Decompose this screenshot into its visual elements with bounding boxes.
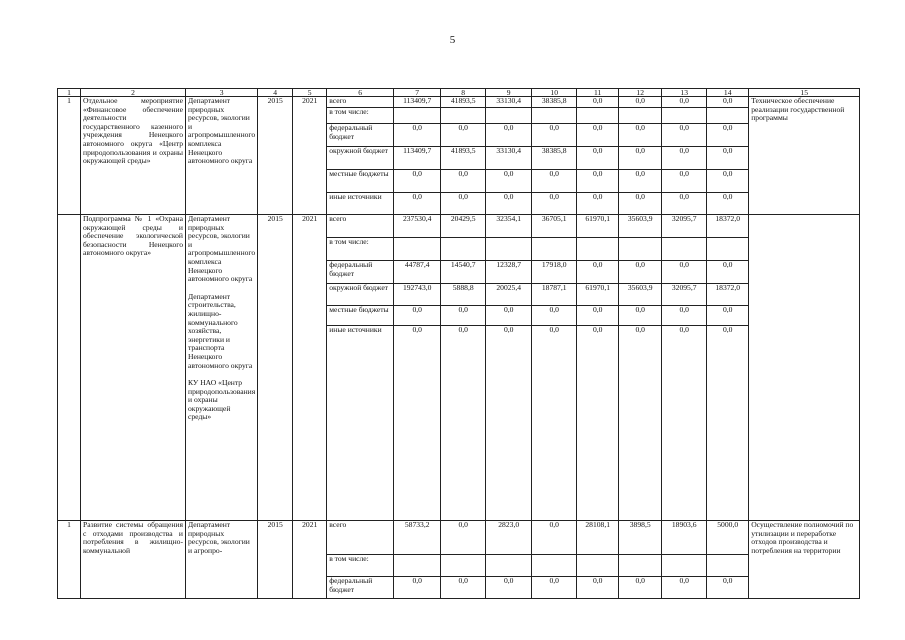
value-cell: 32095,7 bbox=[662, 215, 707, 238]
funding-source: местные бюджеты bbox=[327, 170, 394, 193]
value-cell: 0,0 bbox=[707, 306, 749, 326]
value-cell bbox=[486, 238, 532, 261]
value-cell bbox=[577, 555, 619, 577]
value-cell: 0,0 bbox=[394, 326, 441, 521]
item-name: Подпрограмма № 1 «Охрана окружающей среды и обеспечение экологической безопасности Ненецкого автономного округа» bbox=[81, 215, 186, 521]
value-cell: 14540,7 bbox=[441, 261, 486, 284]
item-number bbox=[58, 215, 81, 521]
value-cell: 0,0 bbox=[662, 124, 707, 147]
value-cell: 237530,4 bbox=[394, 215, 441, 238]
value-cell: 33130,4 bbox=[486, 147, 532, 170]
value-cell: 0,0 bbox=[619, 261, 662, 284]
value-cell: 18903,6 bbox=[662, 521, 707, 555]
value-cell: 38385,8 bbox=[532, 97, 577, 108]
value-cell: 0,0 bbox=[577, 193, 619, 215]
value-cell: 113409,7 bbox=[394, 97, 441, 108]
executor-name: Департамент природных ресурсов, экологии и агропро- bbox=[188, 520, 250, 555]
value-cell: 3898,5 bbox=[619, 521, 662, 555]
value-cell: 41893,5 bbox=[441, 97, 486, 108]
funding-source: всего bbox=[327, 215, 394, 238]
item-number: 1 bbox=[58, 97, 81, 215]
value-cell: 0,0 bbox=[441, 521, 486, 555]
column-header: 12 bbox=[619, 89, 662, 97]
column-header: 2 bbox=[81, 89, 186, 97]
responsible-executor bbox=[186, 521, 258, 599]
value-cell: 18787,1 bbox=[532, 284, 577, 306]
value-cell bbox=[577, 238, 619, 261]
funding-source: федеральный бюджет bbox=[327, 261, 394, 284]
value-cell: 0,0 bbox=[619, 577, 662, 599]
expected-result: Техническое обеспечение реализации государственной программы bbox=[749, 97, 860, 215]
value-cell: 0,0 bbox=[486, 170, 532, 193]
value-cell: 35603,9 bbox=[619, 284, 662, 306]
value-cell: 0,0 bbox=[662, 147, 707, 170]
value-cell: 0,0 bbox=[441, 306, 486, 326]
expected-result bbox=[749, 215, 860, 521]
value-cell: 0,0 bbox=[707, 170, 749, 193]
column-header: 10 bbox=[532, 89, 577, 97]
table-row bbox=[58, 97, 860, 108]
value-cell: 0,0 bbox=[486, 193, 532, 215]
value-cell bbox=[394, 555, 441, 577]
value-cell: 0,0 bbox=[577, 306, 619, 326]
value-cell: 0,0 bbox=[619, 326, 662, 521]
table-header-row bbox=[58, 89, 860, 97]
value-cell: 61970,1 bbox=[577, 215, 619, 238]
start-year: 2015 bbox=[258, 521, 293, 599]
value-cell: 0,0 bbox=[707, 261, 749, 284]
value-cell: 0,0 bbox=[662, 170, 707, 193]
funding-source: всего bbox=[327, 97, 394, 108]
value-cell: 0,0 bbox=[707, 193, 749, 215]
funding-source: в том числе: bbox=[327, 555, 394, 577]
value-cell: 0,0 bbox=[577, 577, 619, 599]
column-header: 14 bbox=[707, 89, 749, 97]
value-cell: 0,0 bbox=[532, 124, 577, 147]
value-cell: 0,0 bbox=[532, 193, 577, 215]
value-cell bbox=[486, 108, 532, 124]
value-cell: 0,0 bbox=[662, 193, 707, 215]
funding-source: всего bbox=[327, 521, 394, 555]
end-year: 2021 bbox=[293, 97, 327, 215]
value-cell bbox=[532, 555, 577, 577]
item-number: 1 bbox=[58, 521, 81, 599]
value-cell bbox=[532, 108, 577, 124]
funding-source: иные источники bbox=[327, 326, 394, 521]
funding-source: окружной бюджет bbox=[327, 284, 394, 306]
value-cell: 0,0 bbox=[619, 193, 662, 215]
page-number: 5 bbox=[449, 34, 456, 46]
value-cell: 18372,0 bbox=[707, 284, 749, 306]
value-cell: 0,0 bbox=[486, 124, 532, 147]
value-cell: 0,0 bbox=[662, 97, 707, 108]
column-header: 9 bbox=[486, 89, 532, 97]
value-cell: 0,0 bbox=[532, 306, 577, 326]
responsible-executor bbox=[186, 215, 258, 521]
value-cell: 0,0 bbox=[532, 170, 577, 193]
value-cell: 0,0 bbox=[662, 306, 707, 326]
value-cell: 61970,1 bbox=[577, 284, 619, 306]
value-cell bbox=[486, 555, 532, 577]
column-header: 11 bbox=[577, 89, 619, 97]
value-cell: 17918,0 bbox=[532, 261, 577, 284]
column-header: 1 bbox=[58, 89, 81, 97]
expected-result: Осуществление полномочий по утилизации и переработке отходов производства и потребления на территории bbox=[749, 521, 860, 599]
value-cell: 0,0 bbox=[707, 326, 749, 521]
table-row bbox=[58, 215, 860, 238]
value-cell: 0,0 bbox=[394, 170, 441, 193]
column-header: 8 bbox=[441, 89, 486, 97]
value-cell: 36705,1 bbox=[532, 215, 577, 238]
column-header: 3 bbox=[186, 89, 258, 97]
value-cell: 0,0 bbox=[486, 306, 532, 326]
start-year: 2015 bbox=[258, 215, 293, 521]
value-cell bbox=[662, 555, 707, 577]
value-cell bbox=[707, 555, 749, 577]
value-cell: 0,0 bbox=[577, 124, 619, 147]
column-header: 13 bbox=[662, 89, 707, 97]
value-cell: 0,0 bbox=[619, 147, 662, 170]
value-cell: 0,0 bbox=[577, 326, 619, 521]
value-cell: 5000,0 bbox=[707, 521, 749, 555]
column-header: 6 bbox=[327, 89, 394, 97]
value-cell: 0,0 bbox=[441, 124, 486, 147]
value-cell: 0,0 bbox=[577, 147, 619, 170]
value-cell: 0,0 bbox=[577, 97, 619, 108]
value-cell: 0,0 bbox=[707, 147, 749, 170]
value-cell: 0,0 bbox=[707, 97, 749, 108]
value-cell: 0,0 bbox=[532, 521, 577, 555]
funding-source: в том числе: bbox=[327, 238, 394, 261]
item-name: Развитие системы обращения с отходами производства и потребления в жилищно-коммунальной bbox=[81, 521, 186, 599]
value-cell: 0,0 bbox=[486, 577, 532, 599]
end-year: 2021 bbox=[293, 215, 327, 521]
executor-name: КУ НАО «Центр природопользования и охраны окружающей среды» bbox=[188, 378, 256, 422]
executor-name: Департамент природных ресурсов, экологии и агропромышленного комплекса Ненецкого автономного округа bbox=[188, 96, 256, 166]
column-header: 7 bbox=[394, 89, 441, 97]
value-cell: 0,0 bbox=[532, 326, 577, 521]
table-row bbox=[58, 521, 860, 555]
value-cell: 5888,8 bbox=[441, 284, 486, 306]
value-cell: 0,0 bbox=[662, 577, 707, 599]
value-cell bbox=[441, 238, 486, 261]
value-cell: 41893,5 bbox=[441, 147, 486, 170]
value-cell: 0,0 bbox=[441, 170, 486, 193]
value-cell: 0,0 bbox=[441, 326, 486, 521]
value-cell: 32354,1 bbox=[486, 215, 532, 238]
value-cell: 0,0 bbox=[662, 261, 707, 284]
value-cell: 2823,0 bbox=[486, 521, 532, 555]
value-cell bbox=[707, 108, 749, 124]
value-cell: 0,0 bbox=[619, 97, 662, 108]
value-cell: 0,0 bbox=[441, 193, 486, 215]
executor-name: Департамент строительства, жилищно-коммунального хозяйства, энергетики и транспорта Ненецкого автономного округа bbox=[188, 291, 253, 370]
value-cell bbox=[619, 238, 662, 261]
funding-source: иные источники bbox=[327, 193, 394, 215]
value-cell: 20025,4 bbox=[486, 284, 532, 306]
value-cell: 38385,8 bbox=[532, 147, 577, 170]
value-cell bbox=[662, 238, 707, 261]
value-cell: 20429,5 bbox=[441, 215, 486, 238]
funding-source: федеральный бюджет bbox=[327, 124, 394, 147]
funding-source: федеральный бюджет bbox=[327, 577, 394, 599]
value-cell bbox=[662, 108, 707, 124]
funding-source: местные бюджеты bbox=[327, 306, 394, 326]
column-header: 4 bbox=[258, 89, 293, 97]
value-cell: 113409,7 bbox=[394, 147, 441, 170]
funding-source: окружной бюджет bbox=[327, 147, 394, 170]
value-cell: 33130,4 bbox=[486, 97, 532, 108]
value-cell: 0,0 bbox=[532, 577, 577, 599]
value-cell: 12328,7 bbox=[486, 261, 532, 284]
funding-source: в том числе: bbox=[327, 108, 394, 124]
column-header: 5 bbox=[293, 89, 327, 97]
value-cell: 0,0 bbox=[577, 261, 619, 284]
value-cell bbox=[394, 108, 441, 124]
value-cell: 0,0 bbox=[707, 577, 749, 599]
value-cell: 44787,4 bbox=[394, 261, 441, 284]
item-name: Отдельное мероприятие «Финансовое обеспечение деятельности государственного казенного учреждения Ненецкого автономного округа «Центр природопользования и охраны окружающей среды» bbox=[81, 97, 186, 215]
responsible-executor bbox=[186, 97, 258, 215]
value-cell: 28108,1 bbox=[577, 521, 619, 555]
value-cell bbox=[441, 555, 486, 577]
value-cell: 0,0 bbox=[394, 124, 441, 147]
value-cell: 0,0 bbox=[619, 170, 662, 193]
value-cell: 0,0 bbox=[394, 577, 441, 599]
value-cell: 0,0 bbox=[707, 124, 749, 147]
value-cell: 0,0 bbox=[394, 193, 441, 215]
start-year: 2015 bbox=[258, 97, 293, 215]
value-cell: 0,0 bbox=[619, 306, 662, 326]
value-cell bbox=[394, 238, 441, 261]
value-cell: 0,0 bbox=[619, 124, 662, 147]
value-cell: 0,0 bbox=[486, 326, 532, 521]
value-cell bbox=[619, 555, 662, 577]
value-cell: 32095,7 bbox=[662, 284, 707, 306]
value-cell: 0,0 bbox=[662, 326, 707, 521]
end-year: 2021 bbox=[293, 521, 327, 599]
value-cell bbox=[707, 238, 749, 261]
value-cell bbox=[577, 108, 619, 124]
value-cell bbox=[532, 238, 577, 261]
value-cell bbox=[619, 108, 662, 124]
value-cell: 58733,2 bbox=[394, 521, 441, 555]
column-header: 15 bbox=[749, 89, 860, 97]
value-cell: 0,0 bbox=[441, 577, 486, 599]
budget-table bbox=[57, 88, 860, 599]
value-cell: 0,0 bbox=[394, 306, 441, 326]
value-cell: 192743,0 bbox=[394, 284, 441, 306]
executor-name: Департамент природных ресурсов, экологии и агропромышленного комплекса Ненецкого автономного округа bbox=[188, 214, 256, 284]
value-cell bbox=[441, 108, 486, 124]
value-cell: 0,0 bbox=[577, 170, 619, 193]
value-cell: 35603,9 bbox=[619, 215, 662, 238]
value-cell: 18372,0 bbox=[707, 215, 749, 238]
